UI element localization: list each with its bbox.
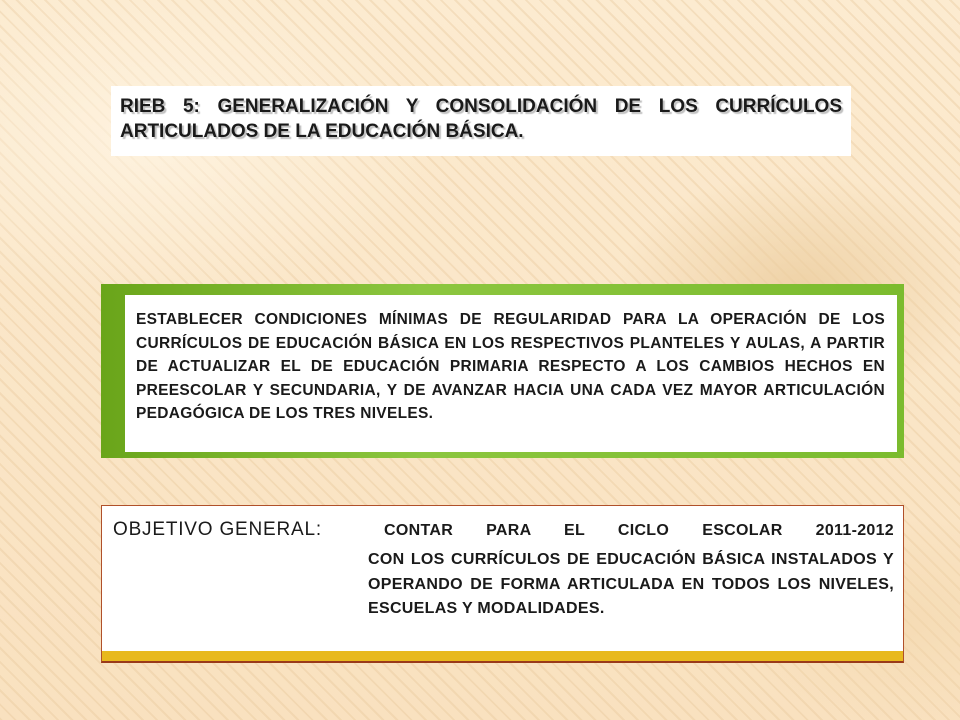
description-box bbox=[125, 295, 897, 452]
slide-title: RIEB 5: GENERALIZACIÓN Y CONSOLIDACIÓN DE LOS CURRÍCULOS ARTICULADOS DE LA EDUCACIÓN BÁSICA. bbox=[120, 96, 842, 142]
objective-box bbox=[101, 505, 904, 663]
objective-label: OBJETIVO GENERAL: bbox=[113, 519, 322, 540]
objective-text: CON LOS CURRÍCULOS DE EDUCACIÓN BÁSICA INSTALADOS Y OPERANDO DE FORMA ARTICULADA EN TODOS LOS NIVELES, ESCUELAS Y MODALIDADES. bbox=[368, 551, 894, 617]
title-box bbox=[111, 86, 851, 156]
objective-accent-bar bbox=[101, 651, 904, 663]
objective-first-line: CONTAR PARA EL CICLO ESCOLAR 2011-2012 bbox=[384, 522, 894, 539]
description-text: ESTABLECER CONDICIONES MÍNIMAS DE REGULARIDAD PARA LA OPERACIÓN DE LOS CURRÍCULOS DE EDUCACIÓN BÁSICA EN LOS RESPECTIVOS PLANTELES Y AULAS, A PARTIR DE ACTUALIZAR EL DE EDUCACIÓN PRIMARIA RESPECTO A LOS CAMBIOS HECHOS EN PREESCOLAR Y SECUNDARIA, Y DE AVANZAR HACIA UNA CADA VEZ MAYOR ARTICULACIÓN PEDAGÓGICA DE LOS TRES NIVELES. bbox=[136, 311, 885, 422]
description-frame bbox=[101, 284, 904, 458]
